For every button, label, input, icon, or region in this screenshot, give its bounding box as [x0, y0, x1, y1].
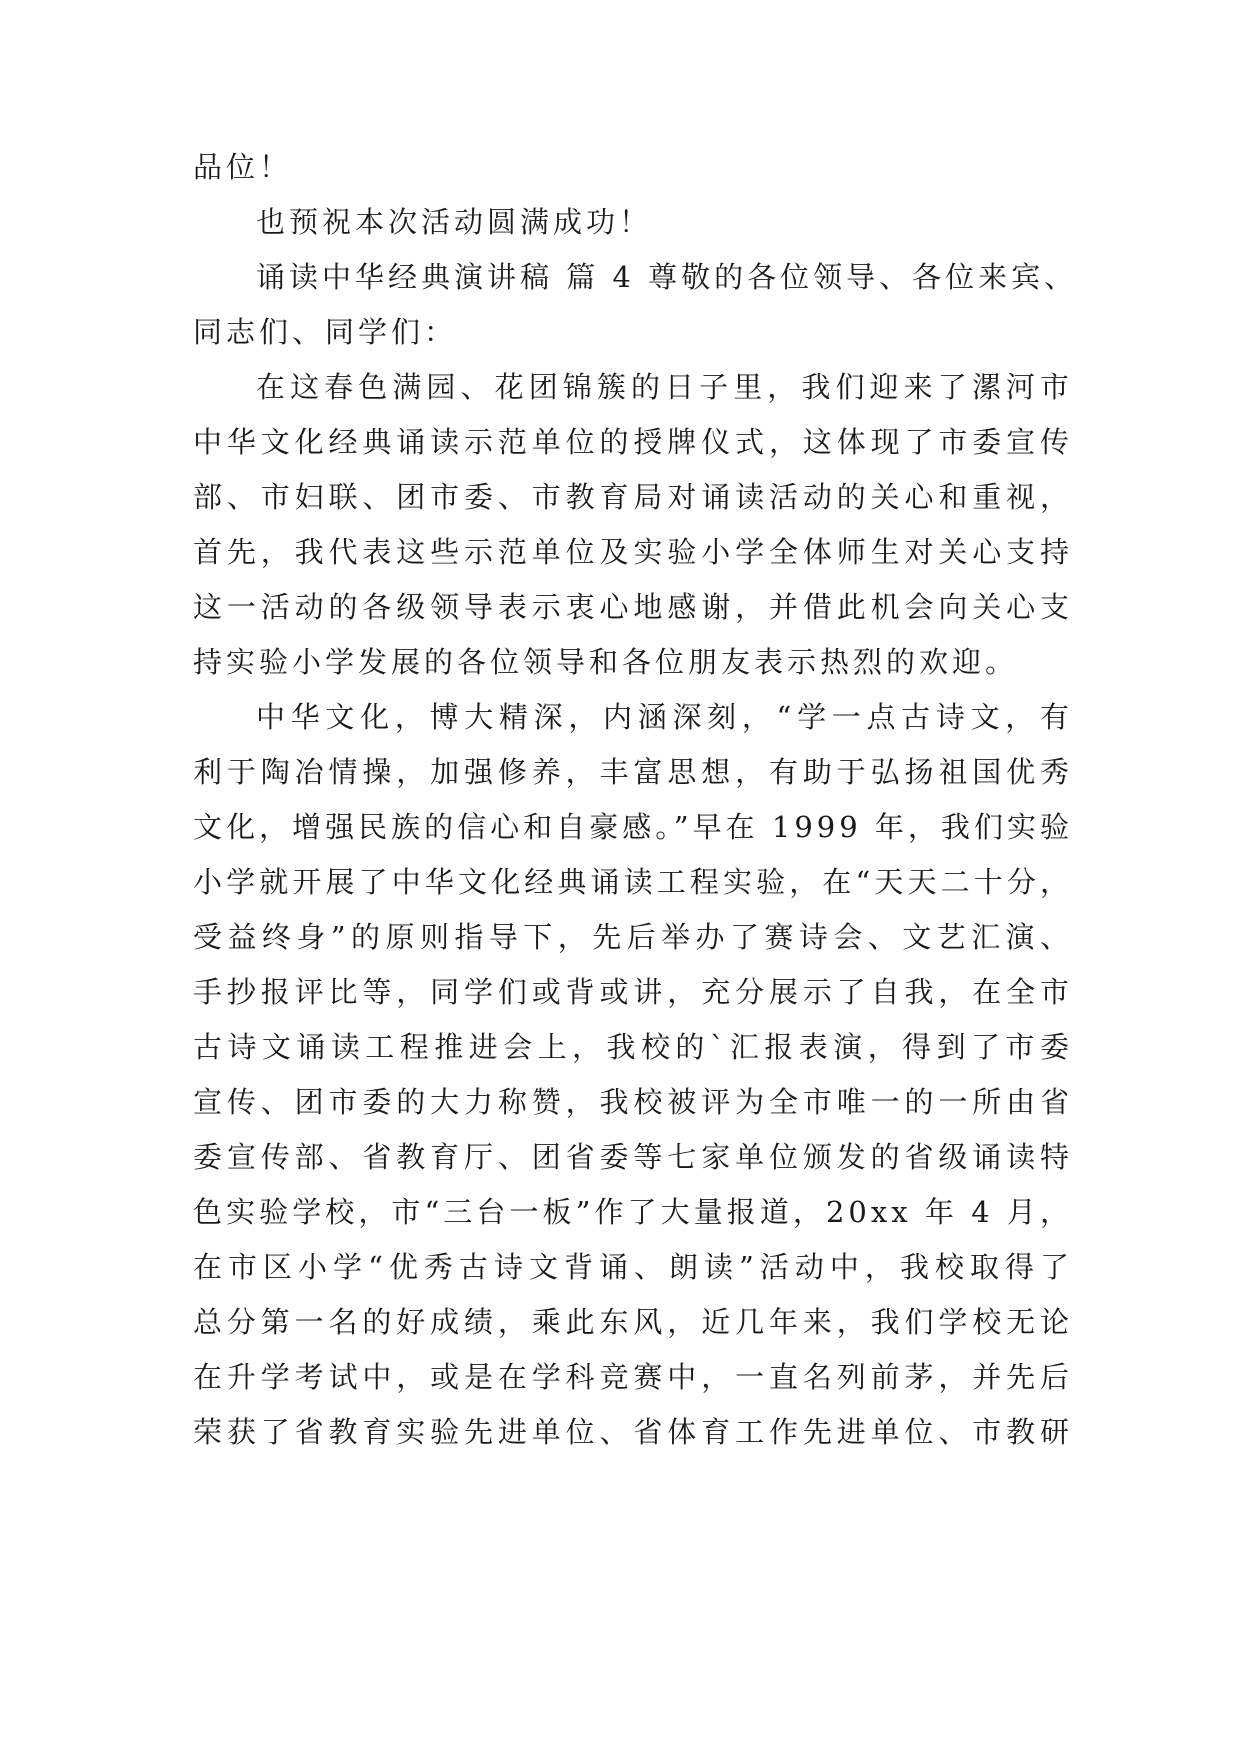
text-line: 利于陶冶情操，加强修养，丰富思想，有助于弘扬祖国优秀: [193, 755, 1073, 789]
text-line: 色实验学校，市“三台一板”作了大量报道，20xx 年 4 月，: [193, 1195, 1073, 1229]
text-line: 部、市妇联、团市委、市教育局对诵读活动的关心和重视，: [193, 480, 1073, 514]
text-line: 总分第一名的好成绩，乘此东风，近几年来，我们学校无论: [193, 1305, 1073, 1339]
text-line: 古诗文诵读工程推进会上，我校的`汇报表演，得到了市委: [193, 1030, 1073, 1064]
text-line: 持实验小学发展的各位领导和各位朋友表示热烈的欢迎。: [193, 645, 1019, 679]
text-line: 在市区小学“优秀古诗文背诵、朗读”活动中，我校取得了: [193, 1250, 1073, 1284]
text-line: 荣获了省教育实验先进单位、省体育工作先进单位、市教研: [193, 1415, 1073, 1449]
text-line: 首先，我代表这些示范单位及实验小学全体师生对关心支持: [193, 535, 1073, 569]
text-line: 文化，增强民族的信心和自豪感。”早在 1999 年，我们实验: [193, 810, 1073, 844]
text-line: 这一活动的各级领导表示衷心地感谢，并借此机会向关心支: [193, 590, 1073, 624]
text-line: 在升学考试中，或是在学科竞赛中，一直名列前茅，并先后: [193, 1360, 1073, 1394]
text-line: 受益终身”的原则指导下，先后举办了赛诗会、文艺汇演、: [193, 920, 1073, 954]
text-line: 品位！: [193, 150, 293, 184]
text-line: 诵读中华经典演讲稿 篇 4 尊敬的各位领导、各位来宾、: [256, 260, 1078, 294]
text-line: 中华文化经典诵读示范单位的授牌仪式，这体现了市委宣传: [193, 425, 1073, 459]
text-line: 宣传、团市委的大力称赞，我校被评为全市唯一的一所由省: [193, 1085, 1073, 1119]
text-line: 中华文化，博大精深，内涵深刻，“学一点古诗文，有: [256, 700, 1073, 734]
text-line: 小学就开展了中华文化经典诵读工程实验，在“天天二十分，: [193, 865, 1073, 899]
text-line: 同志们、同学们：: [193, 315, 458, 349]
text-line: 也预祝本次活动圆满成功！: [256, 205, 653, 239]
text-line: 手抄报评比等，同学们或背或讲，充分展示了自我，在全市: [193, 975, 1073, 1009]
text-line: 委宣传部、省教育厅、团省委等七家单位颁发的省级诵读特: [193, 1140, 1073, 1174]
text-line: 在这春色满园、花团锦簇的日子里，我们迎来了漯河市: [256, 370, 1073, 404]
